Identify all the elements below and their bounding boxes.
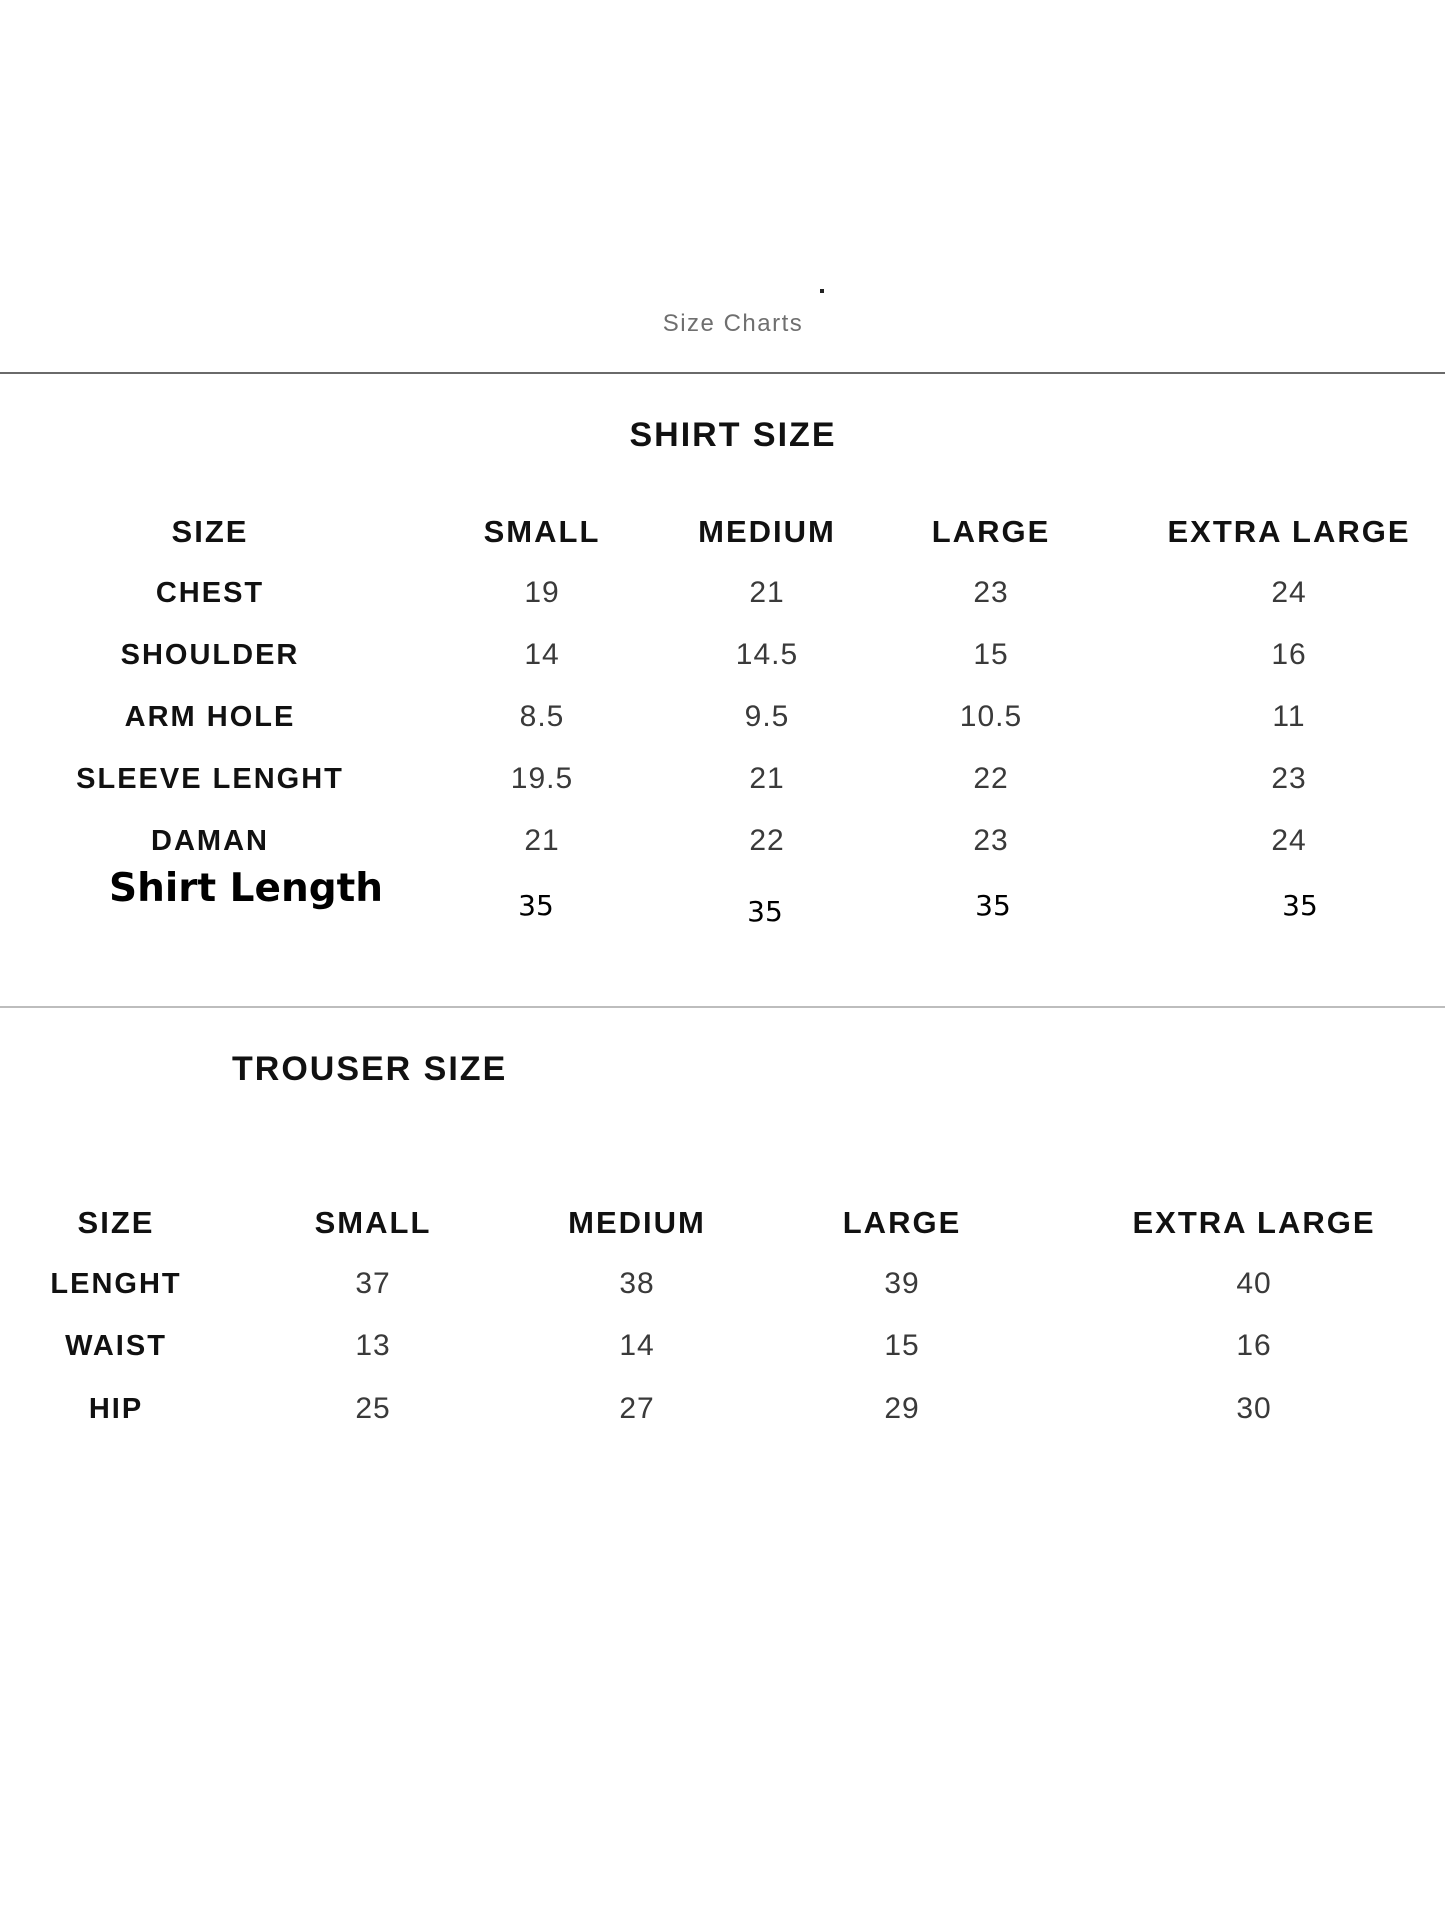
table-cell: 14 — [524, 638, 560, 671]
decorative-dot — [820, 289, 824, 293]
table-cell: 11 — [1272, 700, 1306, 733]
column-header: LARGE — [842, 1205, 962, 1240]
row-label: HIP — [88, 1393, 144, 1425]
table-cell: 14 — [619, 1329, 655, 1362]
top-divider — [0, 372, 1445, 374]
column-header: MEDIUM — [698, 514, 836, 549]
table-cell: 35 — [975, 889, 1011, 922]
table-cell: 21 — [749, 762, 785, 795]
table-cell: 16 — [1271, 638, 1307, 671]
table-cell: 30 — [1236, 1392, 1272, 1425]
trouser-size-title: TROUSER SIZE — [232, 1050, 508, 1088]
table-cell: 16 — [1236, 1329, 1272, 1362]
table-cell: 35 — [518, 889, 554, 922]
page-title: Size Charts — [662, 310, 804, 337]
row-label: DAMAN — [151, 825, 269, 857]
table-cell: 14.5 — [735, 638, 799, 671]
column-header: SIZE — [77, 1205, 155, 1240]
column-header: MEDIUM — [568, 1205, 706, 1240]
table-cell: 21 — [524, 824, 560, 857]
row-label: SLEEVE LENGHT — [76, 763, 344, 795]
row-label: CHEST — [155, 577, 265, 609]
column-header: EXTRA LARGE — [1167, 514, 1411, 549]
column-header: SMALL — [483, 514, 601, 549]
table-cell: 25 — [355, 1392, 391, 1425]
table-cell: 40 — [1236, 1267, 1272, 1300]
table-cell: 10.5 — [959, 700, 1023, 733]
row-label: LENGHT — [50, 1268, 182, 1300]
table-cell: 22 — [749, 824, 785, 857]
table-cell: 21 — [749, 576, 785, 609]
row-label: Shirt Length — [109, 866, 384, 911]
column-header: SIZE — [171, 514, 249, 549]
table-cell: 19.5 — [510, 762, 574, 795]
table-cell: 24 — [1271, 576, 1307, 609]
column-header: EXTRA LARGE — [1132, 1205, 1376, 1240]
shirt-size-title: SHIRT SIZE — [629, 416, 837, 454]
row-label: SHOULDER — [120, 639, 300, 671]
table-cell: 23 — [973, 824, 1009, 857]
table-cell: 23 — [1271, 762, 1307, 795]
table-cell: 23 — [973, 576, 1009, 609]
table-cell: 35 — [1282, 889, 1318, 922]
table-cell: 35 — [747, 895, 783, 928]
table-cell: 24 — [1271, 824, 1307, 857]
table-cell: 38 — [619, 1267, 655, 1300]
column-header: LARGE — [931, 514, 1051, 549]
row-label: WAIST — [65, 1330, 167, 1362]
table-cell: 39 — [884, 1267, 920, 1300]
table-cell: 37 — [355, 1267, 391, 1300]
table-cell: 15 — [884, 1329, 920, 1362]
row-label: ARM HOLE — [124, 701, 296, 733]
table-cell: 19 — [524, 576, 560, 609]
table-cell: 15 — [973, 638, 1009, 671]
table-cell: 29 — [884, 1392, 920, 1425]
table-cell: 8.5 — [519, 700, 565, 733]
table-cell: 9.5 — [744, 700, 790, 733]
section-divider — [0, 1006, 1445, 1008]
table-cell: 27 — [619, 1392, 655, 1425]
table-cell: 13 — [355, 1329, 391, 1362]
column-header: SMALL — [314, 1205, 432, 1240]
table-cell: 22 — [973, 762, 1009, 795]
